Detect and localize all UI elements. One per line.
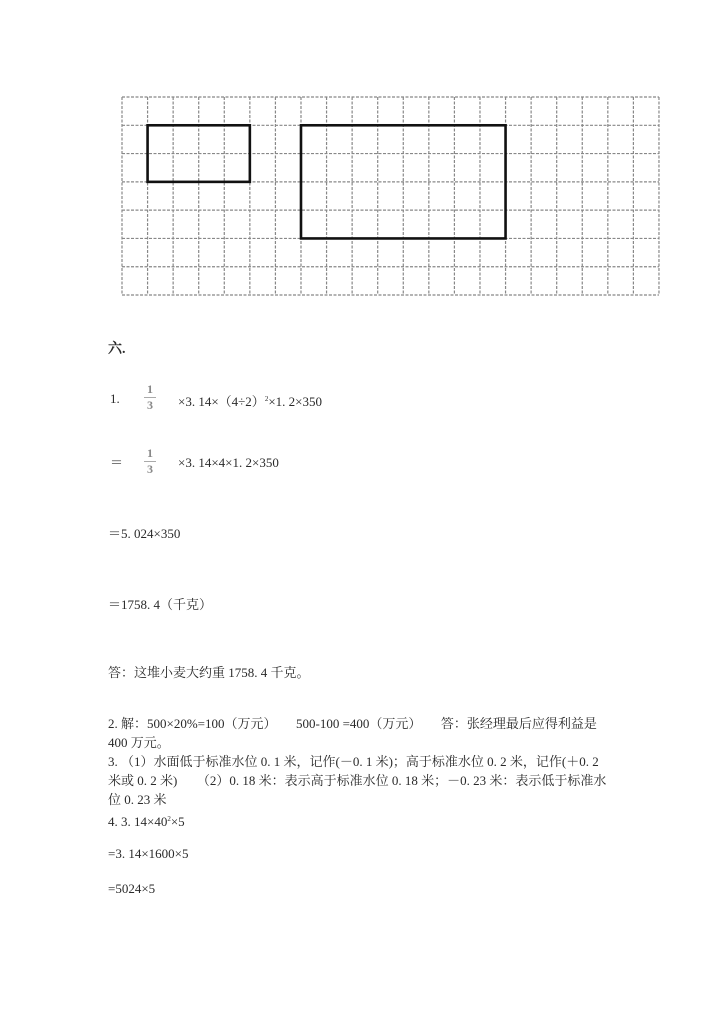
q4-expr-a: 4. 3. 14×40: [108, 814, 168, 829]
grid-figure: [122, 97, 659, 295]
q2-solution: 2. 解：500×20%=100（万元） 500-100 =400（万元） 答：张经理最后应得利益是 400 万元。: [108, 716, 597, 750]
q1-answer: 答：这堆小麦大约重 1758. 4 千克。: [108, 665, 310, 680]
q1-expression-line1: [178, 391, 322, 410]
fraction-denominator: 3: [147, 398, 153, 412]
fraction-one-third-2: [144, 447, 156, 476]
q3-solution: 3. （1）水面低于标准水位 0. 1 米，记作(－0. 1 米)；高于标准水位 0. 2 米，记作(＋0. 2 米或 0. 2 米) （2）0. 18 米：表示高于标准水位 0. 18 米；－0. 23 米：表示低于标准水位 0. 23 米: [108, 754, 607, 807]
fraction-one-third: [144, 383, 156, 412]
q4-exponent: 2: [167, 815, 171, 823]
q1-step4: ＝1758. 4（千克）: [108, 597, 213, 612]
q1-equals: ＝: [110, 455, 124, 470]
fraction-numerator: 1: [147, 446, 153, 460]
q4-line2: =3. 14×1600×5: [108, 846, 189, 861]
section-heading: 六.: [108, 342, 126, 357]
q4-expr-b: ×5: [170, 814, 185, 829]
fraction-denominator: 3: [147, 462, 153, 476]
q1-expr-b: ×1. 2×350: [268, 394, 322, 409]
q1-exponent: 2: [264, 395, 269, 403]
fraction-numerator: 1: [147, 382, 153, 396]
grid-canvas: [122, 97, 659, 295]
q4-line3: =5024×5: [108, 881, 156, 896]
q1-expression-line2: ×3. 14×4×1. 2×350: [178, 455, 279, 470]
q1-step3: ＝5. 024×350: [108, 526, 181, 541]
q4-line1: [108, 811, 185, 830]
q1-number: 1.: [110, 391, 120, 406]
q1-expr-a: ×3. 14×（4÷2）: [178, 394, 265, 409]
